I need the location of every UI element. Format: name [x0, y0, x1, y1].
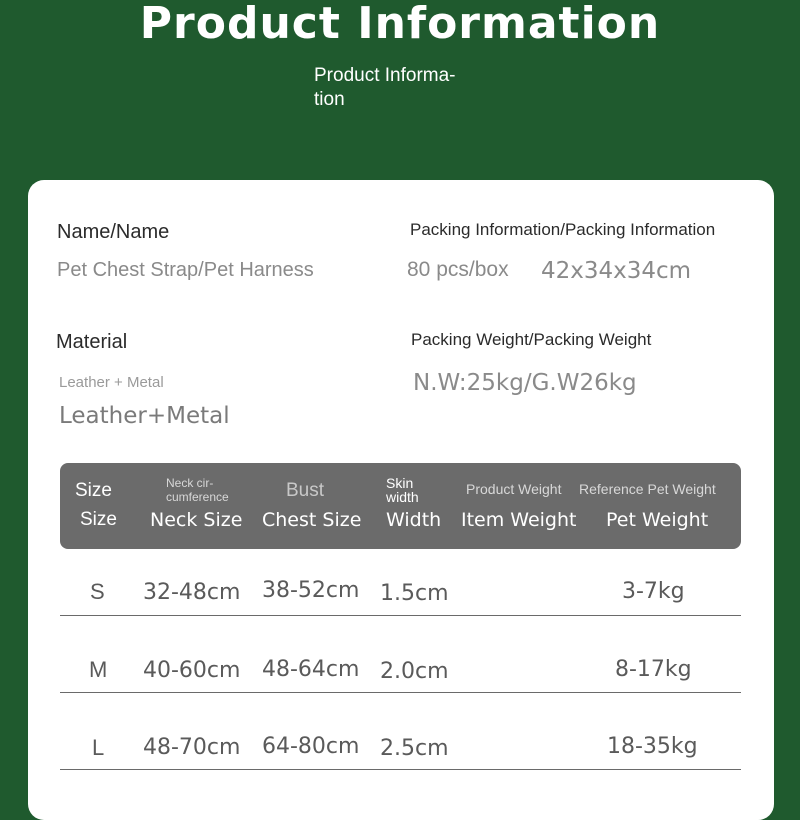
cell-pet-weight: 3-7kg — [622, 579, 685, 604]
cell-neck: 32-48cm — [143, 580, 241, 605]
weight-value: N.W:25kg/G.W26kg — [413, 370, 637, 396]
header-chest-small: Bust — [286, 480, 325, 501]
header-neck: Neck Size — [150, 509, 243, 531]
subtitle-text: Product Informa- tion — [314, 65, 456, 110]
cell-size: S — [90, 579, 105, 604]
header-size-small: Size — [75, 480, 112, 501]
cell-width: 2.0cm — [380, 659, 449, 684]
cell-chest: 48-64cm — [262, 657, 360, 682]
packing-qty: 80 pcs/box — [407, 258, 509, 281]
row-divider — [60, 769, 741, 770]
header-size: Size — [80, 509, 117, 530]
header-width: Width — [386, 509, 442, 531]
weight-label: Packing Weight/Packing Weight — [411, 330, 652, 349]
header-neck-small: Neck cir- cumference — [166, 476, 229, 504]
cell-chest: 64-80cm — [262, 734, 360, 759]
material-small: Leather + Metal — [59, 374, 164, 391]
material-label: Material — [56, 331, 128, 353]
cell-width: 2.5cm — [380, 736, 449, 761]
header-item-weight-small: Product Weight — [466, 481, 562, 497]
name-label: Name/Name — [57, 221, 170, 243]
cell-pet-weight: 18-35kg — [607, 734, 698, 759]
cell-size: M — [89, 657, 108, 682]
packing-dims: 42x34x34cm — [541, 258, 692, 284]
header-chest: Chest Size — [262, 509, 362, 531]
cell-width: 1.5cm — [380, 581, 449, 606]
name-value: Pet Chest Strap/Pet Harness — [57, 259, 314, 281]
cell-neck: 40-60cm — [143, 658, 241, 683]
page-subtitle — [314, 64, 504, 112]
header-pet-weight: Pet Weight — [606, 509, 709, 531]
material-value: Leather+Metal — [59, 403, 230, 429]
row-divider — [60, 615, 741, 616]
cell-pet-weight: 8-17kg — [615, 657, 692, 682]
header-pet-weight-small: Reference Pet Weight — [579, 481, 716, 497]
row-divider — [60, 692, 741, 693]
header-width-small: Skin width — [386, 475, 419, 505]
cell-size: L — [92, 735, 105, 760]
cell-chest: 38-52cm — [262, 578, 360, 603]
cell-neck: 48-70cm — [143, 735, 241, 760]
page-title: Product Information — [139, 0, 661, 49]
packing-label: Packing Information/Packing Information — [410, 220, 716, 239]
header-item-weight: Item Weight — [461, 509, 577, 531]
